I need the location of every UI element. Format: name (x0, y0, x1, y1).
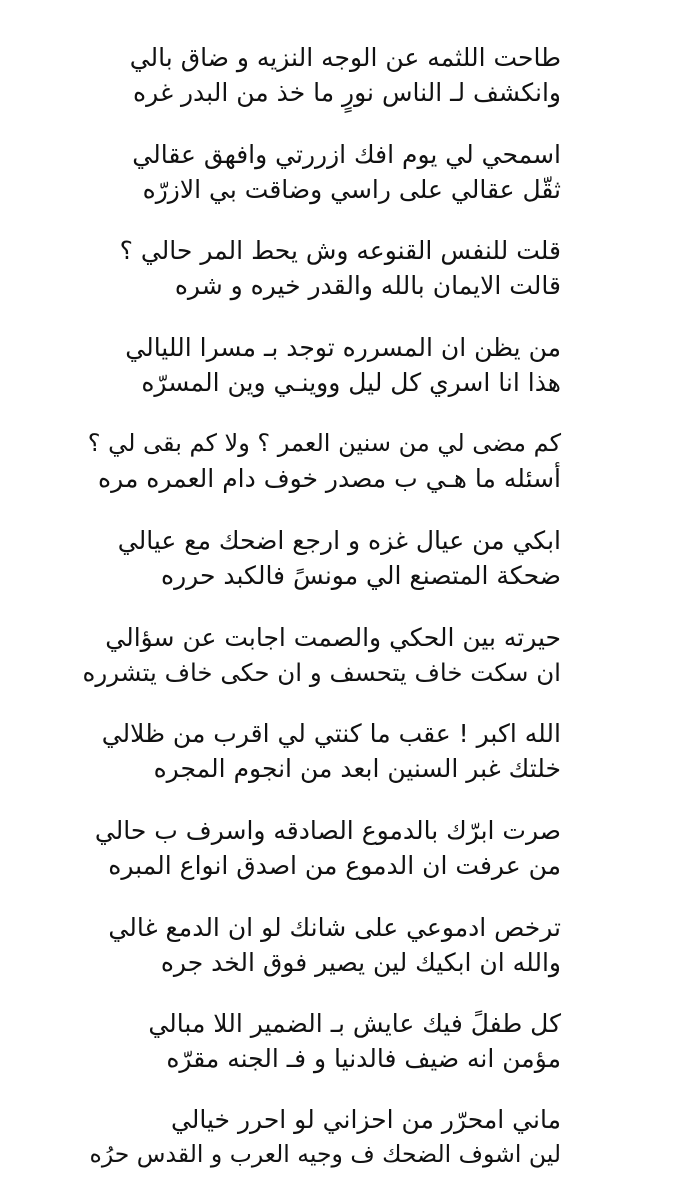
stanza (81, 910, 561, 980)
verse-line: الله اكبر ! عقب ما كنتي لي اقرب من ظلالي (101, 719, 561, 748)
verse-line: ان سكت خاف يتحسف و ان حكى خاف يتشرره (82, 658, 561, 687)
verse-line: لين اشوف الضحك ف وجيه العرب و القدس حرُه (89, 1140, 561, 1168)
verse-line: أسئله ما هـي ب مصدر خوف دام العمره مره (98, 464, 561, 493)
verse-line: هذا انا اسري كل ليل ووينـي وين المسرّه (141, 368, 561, 397)
stanza (81, 137, 561, 207)
verse-line: ماني امحرّر من احزاني لو احرر خيالي (170, 1105, 561, 1134)
verse-line: صرت ابرّك بالدموع الصادقه واسرف ب حالي (94, 816, 561, 845)
verse-line: قالت الايمان بالله والقدر خيره و شره (174, 271, 561, 300)
stanza (81, 40, 561, 110)
verse-line: حيرته بين الحكي والصمت اجابت عن سؤالي (105, 623, 561, 652)
stanza (81, 233, 561, 303)
verse-line: ابكي من عيال غزه و ارجع اضحك مع عيالي (117, 526, 561, 555)
verse-line: خلتك غبر السنين ابعد من انجوم المجره (153, 754, 561, 783)
verse-line: قلت للنفس القنوعه وش يحط المر حالي ؟ (119, 236, 561, 265)
verse-line: اسمحي لي يوم افك ازررتي وافهق عقالي (132, 140, 561, 169)
stanza (81, 426, 561, 496)
verse-line: ضحكة المتصنع الي مونسً فالكبد حرره (160, 561, 561, 590)
verse-line: من يظن ان المسرره توجد بـ مسرا الليالي (125, 333, 561, 362)
verse-line: كم مضى لي من سنين العمر ؟ ولا كم بقى لي ؟ (87, 429, 561, 457)
stanza (81, 523, 561, 593)
verse-line: وانكشف لـ الناس نورٍ ما خذ من البدر غره (133, 78, 561, 107)
verse-line: ترخص ادموعي على شانك لو ان الدمع غالي (108, 913, 561, 942)
stanza (81, 330, 561, 400)
verse-line: والله ان ابكيك لين يصير فوق الخد جره (160, 948, 561, 977)
stanza (81, 813, 561, 883)
stanza (81, 716, 561, 786)
verse-line: طاحت اللثمه عن الوجه النزيه و ضاق بالي (129, 43, 561, 72)
verse-line: كل طفلً فيك عايش بـ الضمير اللا مبالي (148, 1009, 561, 1038)
stanza (81, 1102, 561, 1172)
poem (0, 30, 675, 1200)
verse-line: مؤمن انه ضيف فالدنيا و فـ الجنه مقرّه (166, 1044, 561, 1073)
stanza (81, 620, 561, 690)
stanza (81, 1006, 561, 1076)
verse-line: ثقّل عقالي على راسي وضاقت بي الازرّه (142, 175, 561, 204)
verse-line: من عرفت ان الدموع من اصدق انواع المبره (108, 851, 561, 880)
